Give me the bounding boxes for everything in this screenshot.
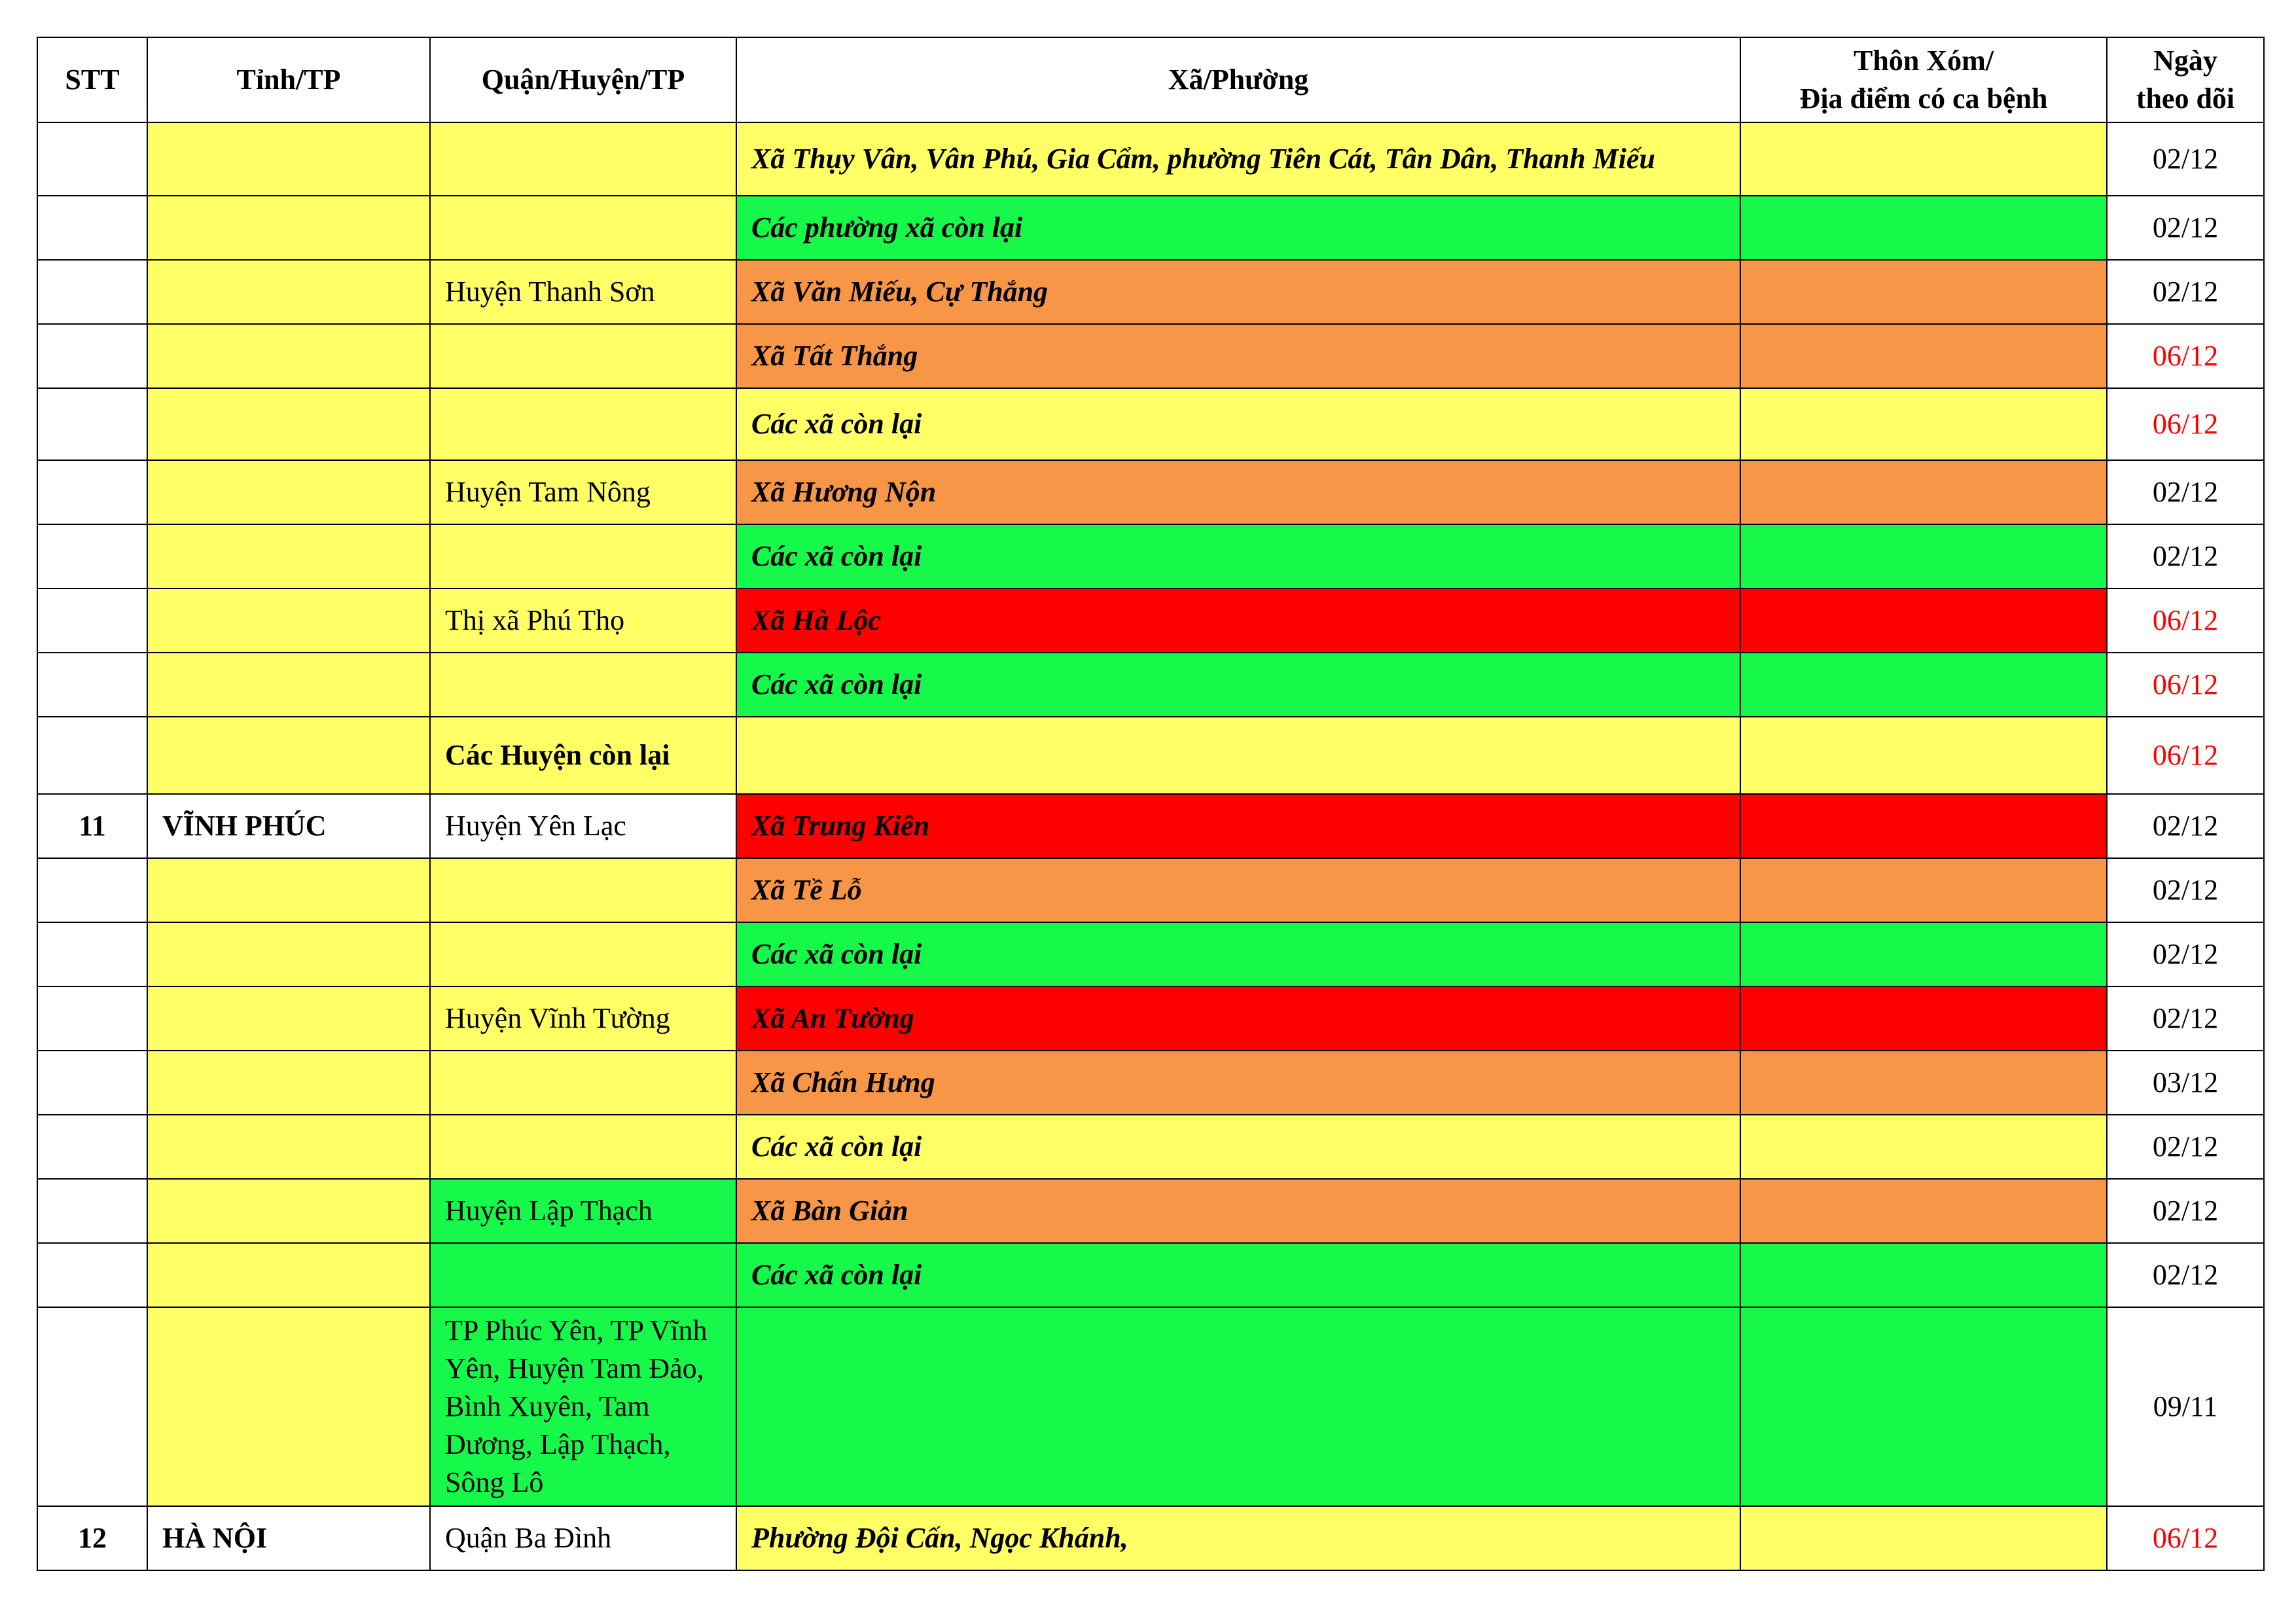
date-cell: 02/12 (2107, 986, 2264, 1051)
district-cell (430, 1243, 736, 1307)
province-cell (147, 1115, 430, 1179)
date-cell: 03/12 (2107, 1051, 2264, 1115)
ward-cell: Xã Hà Lộc (736, 588, 1740, 653)
hamlet-cell (1740, 1051, 2107, 1115)
hamlet-cell (1740, 1115, 2107, 1179)
ward-cell: Phường Đội Cấn, Ngọc Khánh, (736, 1506, 1740, 1570)
table-row (37, 196, 2264, 260)
district-cell: Huyện Lập Thạch (430, 1179, 736, 1243)
stt-cell (37, 653, 147, 717)
header-province: Tỉnh/TP (147, 37, 430, 122)
stt-cell: 12 (37, 1506, 147, 1570)
district-cell: Huyện Yên Lạc (430, 794, 736, 858)
province-cell (147, 588, 430, 653)
hamlet-cell (1740, 986, 2107, 1051)
table-row (37, 1243, 2264, 1307)
ward-cell: Xã Hương Nộn (736, 460, 1740, 524)
date-cell: 02/12 (2107, 196, 2264, 260)
table-row (37, 1179, 2264, 1243)
district-cell (430, 858, 736, 922)
stt-cell (37, 1051, 147, 1115)
date-cell: 02/12 (2107, 460, 2264, 524)
stt-cell: 11 (37, 794, 147, 858)
covid-risk-table (37, 37, 2265, 1571)
table-row (37, 324, 2264, 388)
district-cell: Huyện Vĩnh Tường (430, 986, 736, 1051)
ward-cell: Các xã còn lại (736, 1243, 1740, 1307)
stt-cell (37, 122, 147, 196)
hamlet-cell (1740, 196, 2107, 260)
district-cell: Các Huyện còn lại (430, 717, 736, 794)
stt-cell (37, 324, 147, 388)
hamlet-cell (1740, 794, 2107, 858)
header-district: Quận/Huyện/TP (430, 37, 736, 122)
hamlet-cell (1740, 1307, 2107, 1506)
date-cell: 02/12 (2107, 260, 2264, 324)
ward-cell: Xã Thụy Vân, Vân Phú, Gia Cẩm, phường Tiên Cát, Tân Dân, Thanh Miếu (736, 122, 1740, 196)
stt-cell (37, 986, 147, 1051)
table-row (37, 653, 2264, 717)
province-cell (147, 1051, 430, 1115)
table-row (37, 717, 2264, 794)
date-cell: 02/12 (2107, 1179, 2264, 1243)
hamlet-cell (1740, 717, 2107, 794)
stt-cell (37, 717, 147, 794)
province-cell (147, 858, 430, 922)
province-cell (147, 196, 430, 260)
district-cell: Huyện Thanh Sơn (430, 260, 736, 324)
ward-cell: Xã An Tường (736, 986, 1740, 1051)
hamlet-cell (1740, 1243, 2107, 1307)
ward-cell: Xã Tất Thắng (736, 324, 1740, 388)
province-cell (147, 122, 430, 196)
table-row (37, 1307, 2264, 1506)
ward-cell: Các xã còn lại (736, 524, 1740, 588)
date-cell: 06/12 (2107, 324, 2264, 388)
hamlet-cell (1740, 1179, 2107, 1243)
stt-cell (37, 388, 147, 460)
table-row (37, 986, 2264, 1051)
stt-cell (37, 1179, 147, 1243)
header-stt: STT (37, 37, 147, 122)
table-row (37, 460, 2264, 524)
date-cell: 06/12 (2107, 388, 2264, 460)
stt-cell (37, 858, 147, 922)
province-cell (147, 260, 430, 324)
table-row (37, 122, 2264, 196)
ward-cell (736, 717, 1740, 794)
header-date-line1: Ngày (2153, 45, 2217, 77)
district-cell (430, 524, 736, 588)
hamlet-cell (1740, 460, 2107, 524)
district-cell (430, 196, 736, 260)
province-cell (147, 1179, 430, 1243)
province-cell: VĨNH PHÚC (147, 794, 430, 858)
stt-cell (37, 588, 147, 653)
ward-cell: Xã Bàn Giản (736, 1179, 1740, 1243)
date-cell: 09/11 (2107, 1307, 2264, 1506)
stt-cell (37, 922, 147, 986)
hamlet-cell (1740, 588, 2107, 653)
ward-cell: Xã Trung Kiên (736, 794, 1740, 858)
header-date (2107, 37, 2264, 122)
stt-cell (37, 1243, 147, 1307)
ward-cell: Các xã còn lại (736, 1115, 1740, 1179)
date-cell: 02/12 (2107, 1243, 2264, 1307)
province-cell (147, 460, 430, 524)
date-cell: 02/12 (2107, 858, 2264, 922)
ward-cell: Các xã còn lại (736, 922, 1740, 986)
date-cell: 06/12 (2107, 653, 2264, 717)
table-row (37, 858, 2264, 922)
hamlet-cell (1740, 324, 2107, 388)
province-cell (147, 524, 430, 588)
stt-cell (37, 460, 147, 524)
table-row (37, 1115, 2264, 1179)
table-row (37, 1506, 2264, 1570)
date-cell: 02/12 (2107, 794, 2264, 858)
ward-cell: Xã Chấn Hưng (736, 1051, 1740, 1115)
date-cell: 02/12 (2107, 922, 2264, 986)
table-row (37, 524, 2264, 588)
stt-cell (37, 260, 147, 324)
province-cell (147, 653, 430, 717)
district-cell (430, 122, 736, 196)
district-cell (430, 1115, 736, 1179)
ward-cell: Các xã còn lại (736, 653, 1740, 717)
district-cell: Thị xã Phú Thọ (430, 588, 736, 653)
table-row (37, 794, 2264, 858)
ward-cell: Các xã còn lại (736, 388, 1740, 460)
ward-cell: Các phường xã còn lại (736, 196, 1740, 260)
header-hamlet-line1: Thôn Xóm/ (1854, 45, 1994, 77)
header-hamlet-line2: Địa điểm có ca bệnh (1799, 82, 2048, 115)
table-row (37, 922, 2264, 986)
province-cell (147, 388, 430, 460)
province-cell (147, 324, 430, 388)
table-body (37, 122, 2264, 1570)
hamlet-cell (1740, 922, 2107, 986)
date-cell: 02/12 (2107, 524, 2264, 588)
ward-cell (736, 1307, 1740, 1506)
district-cell: Quận Ba Đình (430, 1506, 736, 1570)
district-cell: Huyện Tam Nông (430, 460, 736, 524)
hamlet-cell (1740, 388, 2107, 460)
ward-cell: Xã Tề Lỗ (736, 858, 1740, 922)
date-cell: 02/12 (2107, 122, 2264, 196)
stt-cell (37, 1307, 147, 1506)
hamlet-cell (1740, 653, 2107, 717)
ward-cell: Xã Văn Miếu, Cự Thắng (736, 260, 1740, 324)
province-cell (147, 1243, 430, 1307)
district-cell (430, 324, 736, 388)
date-cell: 06/12 (2107, 1506, 2264, 1570)
table-row (37, 588, 2264, 653)
header-hamlet (1740, 37, 2107, 122)
district-cell (430, 653, 736, 717)
stt-cell (37, 524, 147, 588)
stt-cell (37, 196, 147, 260)
table-row (37, 1051, 2264, 1115)
province-cell (147, 717, 430, 794)
stt-cell (37, 1115, 147, 1179)
date-cell: 06/12 (2107, 717, 2264, 794)
table-row (37, 388, 2264, 460)
hamlet-cell (1740, 858, 2107, 922)
table-row (37, 260, 2264, 324)
district-cell (430, 1051, 736, 1115)
province-cell (147, 922, 430, 986)
district-cell: TP Phúc Yên, TP Vĩnh Yên, Huyện Tam Đảo, Bình Xuyên, Tam Dương, Lập Thạch, Sông Lô (430, 1307, 736, 1506)
date-cell: 02/12 (2107, 1115, 2264, 1179)
district-cell (430, 388, 736, 460)
hamlet-cell (1740, 260, 2107, 324)
province-cell: HÀ NỘI (147, 1506, 430, 1570)
hamlet-cell (1740, 1506, 2107, 1570)
header-date-line2: theo dõi (2136, 82, 2235, 115)
hamlet-cell (1740, 524, 2107, 588)
province-cell (147, 986, 430, 1051)
province-cell (147, 1307, 430, 1506)
header-row (37, 37, 2264, 122)
header-ward: Xã/Phường (736, 37, 1740, 122)
hamlet-cell (1740, 122, 2107, 196)
district-cell (430, 922, 736, 986)
date-cell: 06/12 (2107, 588, 2264, 653)
